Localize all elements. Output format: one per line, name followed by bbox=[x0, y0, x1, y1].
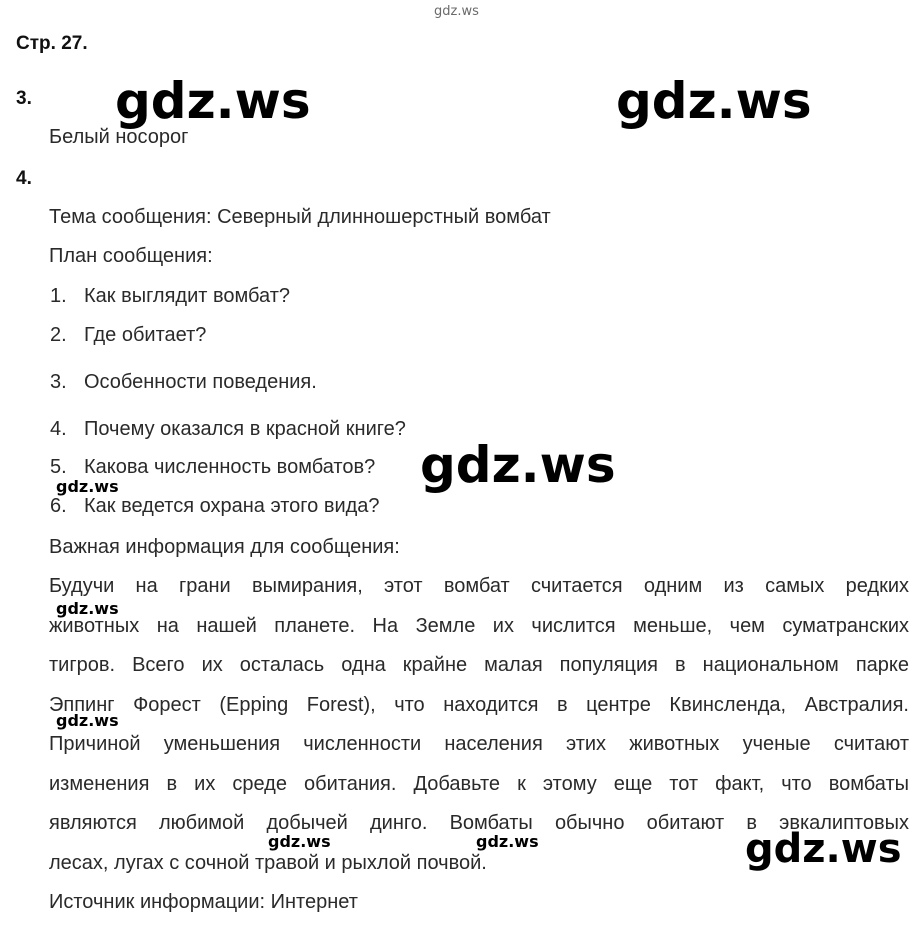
plan-item-text: Где обитает? bbox=[84, 324, 207, 346]
watermark-small: gdz.ws bbox=[56, 599, 119, 618]
plan-item-text: Как выглядит вомбат? bbox=[84, 285, 291, 307]
task-3-number: 3. bbox=[16, 88, 32, 109]
task-4-number: 4. bbox=[16, 168, 32, 189]
info-line: животных на нашей планете. На Земле их числится меньше, чем суматранских bbox=[49, 614, 909, 637]
watermark-small: gdz.ws bbox=[268, 832, 331, 851]
plan-item-text: Почему оказался в красной книге? bbox=[84, 418, 406, 440]
info-line: лесах, лугах с сочной травой и рыхлой почвой. bbox=[49, 851, 487, 874]
info-line: являются любимой добычей динго. Вомбаты обычно обитают в эвкалиптовых bbox=[49, 812, 909, 834]
plan-item-number: 6. bbox=[50, 495, 67, 517]
plan-item-text: Как ведется охрана этого вида? bbox=[84, 495, 380, 517]
page-label: Стр. 27. bbox=[16, 33, 88, 54]
plan-item bbox=[50, 495, 380, 518]
watermark-large: gdz.ws bbox=[616, 72, 812, 130]
info-line: Будучи на грани вымирания, этот вомбат считается одним из самых редких bbox=[49, 575, 909, 597]
info-line: Эппинг Форест (Epping Forest), что находится в центре Квинсленда, Австралия. bbox=[49, 693, 909, 716]
plan-item bbox=[50, 371, 317, 394]
info-line: изменения в их среде обитания. Добавьте к этому еще тот факт, что вомбаты bbox=[49, 772, 909, 795]
plan-item-number: 1. bbox=[50, 285, 67, 307]
watermark-small: gdz.ws bbox=[56, 477, 119, 496]
watermark-large: gdz.ws bbox=[745, 826, 902, 872]
info-source: Источник информации: Интернет bbox=[49, 891, 358, 913]
watermark-large: gdz.ws bbox=[115, 72, 311, 130]
plan-title: План сообщения: bbox=[49, 245, 213, 267]
watermark-large: gdz.ws bbox=[420, 436, 616, 494]
plan-item bbox=[50, 456, 375, 479]
info-title: Важная информация для сообщения: bbox=[49, 536, 400, 558]
watermark-top: gdz.ws bbox=[434, 4, 479, 19]
plan-item-text: Особенности поведения. bbox=[84, 371, 317, 393]
info-line: тигров. Всего их осталась одна крайне малая популяция в национальном парке bbox=[49, 654, 909, 676]
info-line: Причиной уменьшения численности населения этих животных ученые считают bbox=[49, 733, 909, 755]
message-topic: Тема сообщения: Северный длинношерстный вомбат bbox=[49, 206, 551, 228]
plan-item-number: 2. bbox=[50, 324, 67, 346]
plan-item-number: 3. bbox=[50, 371, 67, 393]
watermark-small: gdz.ws bbox=[476, 832, 539, 851]
task-3-answer: Белый носорог bbox=[49, 126, 189, 148]
watermark-small: gdz.ws bbox=[56, 711, 119, 730]
plan-item-number: 5. bbox=[50, 456, 67, 478]
plan-item-text: Какова численность вомбатов? bbox=[84, 456, 376, 478]
plan-item bbox=[50, 418, 406, 441]
plan-item bbox=[50, 324, 206, 347]
plan-item bbox=[50, 285, 290, 308]
plan-item-number: 4. bbox=[50, 418, 67, 440]
